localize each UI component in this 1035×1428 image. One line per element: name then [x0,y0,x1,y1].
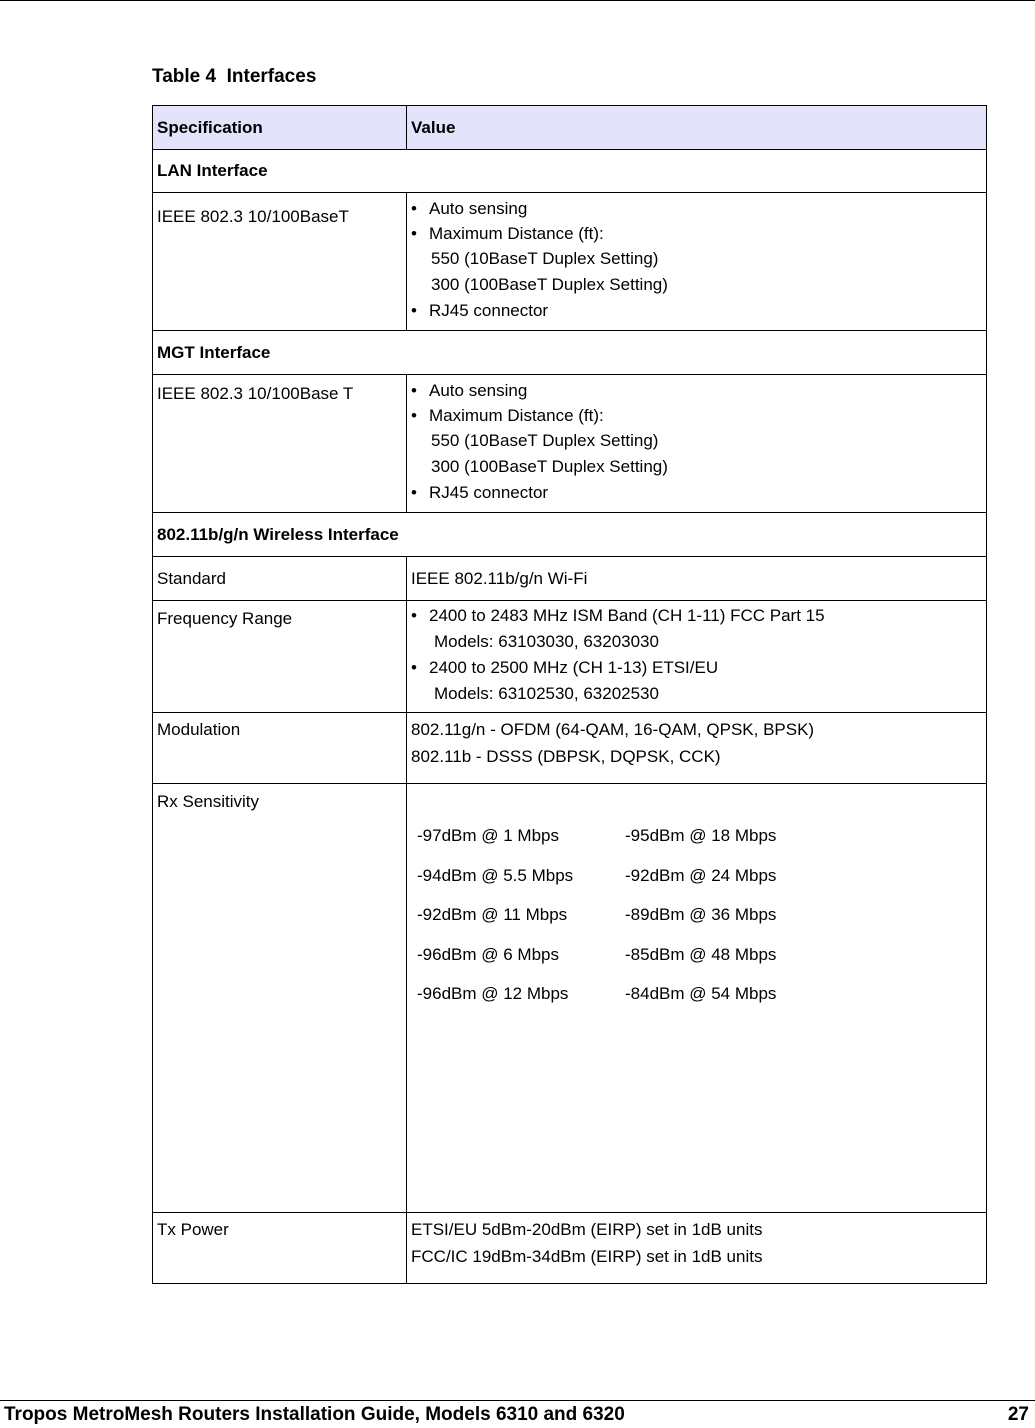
list-item: • Maximum Distance (ft): [411,406,604,425]
list-subitem: Models: 63103030, 63203030 [434,632,659,651]
interfaces-table [152,105,987,1284]
page-footer [4,1404,1029,1426]
footer-rule [0,1400,1035,1401]
list-subitem: 300 (100BaseT Duplex Setting) [431,275,668,294]
list-item: • Auto sensing [411,199,528,218]
header-value: Value [407,106,987,150]
list-item: -94dBm @ 5.5 Mbps -92dBm @ 24 Mbps [417,865,777,885]
list-item: • 2400 to 2483 MHz ISM Band (CH 1-11) FCC Part 15 [411,606,825,625]
spec-cell: Frequency Range [153,601,407,713]
text-line: 802.11g/n - OFDM (64-QAM, 16-QAM, QPSK, BPSK) [411,720,815,739]
table-row [153,713,987,784]
list-item: • Auto sensing [411,381,528,400]
section-row [153,513,987,557]
list-subitem: 550 (10BaseT Duplex Setting) [431,249,659,268]
section-mgt: MGT Interface [153,331,987,375]
value-cell [407,713,987,784]
text-line: ETSI/EU 5dBm-20dBm (EIRP) set in 1dB units [411,1220,763,1239]
list-item: • RJ45 connector [411,483,549,502]
list-subitem: 300 (100BaseT Duplex Setting) [431,457,668,476]
list-item: • Maximum Distance (ft): [411,224,604,243]
list-item: -92dBm @ 11 Mbps -89dBm @ 36 Mbps [417,905,777,925]
list-subitem: Models: 63102530, 63202530 [434,684,659,703]
section-row [153,331,987,375]
rx-sensitivity-list [411,784,982,1020]
spec-cell: Tx Power [153,1213,407,1284]
table-row [153,601,987,713]
footer-title: Tropos MetroMesh Routers Installation Guide, Models 6310 and 6320 [4,1404,625,1425]
header-specification: Specification [153,106,407,150]
spec-cell: Modulation [153,713,407,784]
value-cell [407,784,987,1213]
page-number: 27 [1007,1404,1029,1425]
value-cell: IEEE 802.11b/g/n Wi-Fi [407,557,987,601]
value-cell [407,193,987,331]
text-line: FCC/IC 19dBm-34dBm (EIRP) set in 1dB units [411,1247,763,1266]
table-row [153,193,987,331]
table-header-row [153,106,987,150]
list-item: • 2400 to 2500 MHz (CH 1-13) ETSI/EU [411,658,719,677]
table-row [153,375,987,513]
list-item: -97dBm @ 1 Mbps -95dBm @ 18 Mbps [417,826,777,845]
section-wireless: 802.11b/g/n Wireless Interface [153,513,987,557]
section-row [153,150,987,193]
table-row [153,1213,987,1284]
section-lan: LAN Interface [153,150,987,193]
table-caption: Table 4 Interfaces [152,66,317,87]
spec-cell: Rx Sensitivity [153,784,407,1213]
table-row [153,784,987,1213]
value-cell [407,1213,987,1284]
spec-cell: IEEE 802.3 10/100Base T [153,375,407,513]
list-subitem: 550 (10BaseT Duplex Setting) [431,431,659,450]
value-cell [407,601,987,713]
table-row [153,557,987,601]
top-rule [0,0,1035,1]
value-cell [407,375,987,513]
spec-cell: IEEE 802.3 10/100BaseT [153,193,407,331]
spec-cell: Standard [153,557,407,601]
list-item: • RJ45 connector [411,301,549,320]
list-item: -96dBm @ 6 Mbps -85dBm @ 48 Mbps [417,944,777,964]
text-line: 802.11b - DSSS (DBPSK, DQPSK, CCK) [411,747,721,766]
list-item: -96dBm @ 12 Mbps -84dBm @ 54 Mbps [417,984,777,1004]
